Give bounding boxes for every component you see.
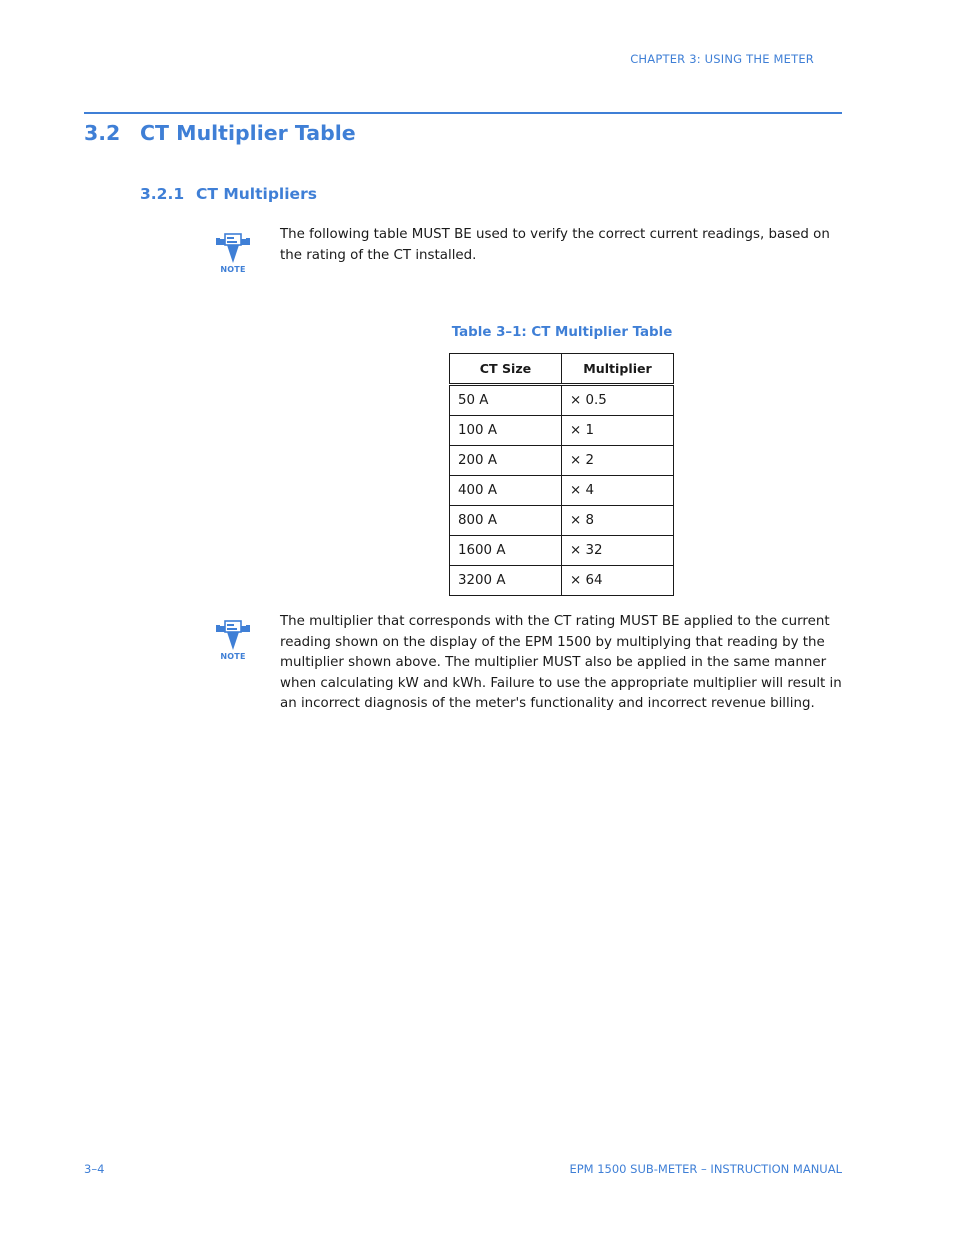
table-row [450,506,674,536]
section-number: 3.2 [84,121,121,145]
note-glyph [215,232,251,264]
ct-size-cell: 50 A [450,385,562,416]
table-row [450,416,674,446]
table-row [450,476,674,506]
note-icon [215,619,251,663]
ct-size-cell: 400 A [450,476,562,506]
multiplier-cell: × 8 [562,506,674,536]
column-header-multiplier: Multiplier [562,354,674,385]
section-rule [84,112,842,114]
ct-multiplier-table [449,353,674,596]
multiplier-cell: × 0.5 [562,385,674,416]
page-number: 3–4 [84,1162,105,1176]
column-header-ct-size: CT Size [450,354,562,385]
ct-size-cell: 200 A [450,446,562,476]
table-header-row [450,354,674,385]
multiplier-cell: × 32 [562,536,674,566]
table-row [450,446,674,476]
table-row [450,385,674,416]
table-row [450,536,674,566]
ct-size-cell: 1600 A [450,536,562,566]
note-glyph [215,619,251,651]
subsection-title [140,185,317,203]
ct-size-cell: 800 A [450,506,562,536]
note-label: NOTE [220,652,246,661]
table-caption: Table 3–1: CT Multiplier Table [451,325,673,340]
multiplier-cell: × 2 [562,446,674,476]
chapter-header: CHAPTER 3: USING THE METER [630,52,814,66]
note-label: NOTE [220,265,246,274]
multiplier-cell: × 1 [562,416,674,446]
note-icon [215,232,251,276]
multiplier-cell: × 64 [562,566,674,596]
section-title-text: CT Multiplier Table [140,121,356,145]
ct-size-cell: 3200 A [450,566,562,596]
multiplier-cell: × 4 [562,476,674,506]
ct-size-cell: 100 A [450,416,562,446]
note-paragraph-1: The following table MUST BE used to verify the correct current readings, based on the rating of the CT installed. [280,227,830,263]
section-title [84,121,356,145]
manual-title: EPM 1500 SUB-METER – INSTRUCTION MANUAL [569,1162,842,1176]
subsection-title-text: CT Multipliers [196,185,317,203]
table-row [450,566,674,596]
subsection-number: 3.2.1 [140,185,185,203]
note-paragraph-2: The multiplier that corresponds with the CT rating MUST BE applied to the current reading shown on the display of the EPM 1500 by multiplying that reading by the multiplier shown above. The multiplier MUST also be applied in the same manner when calculating kW and kWh. Failure to use the appropriate multiplier will result in an incorrect diagnosis of the meter's functionality and incorrect revenue billing. [280,614,842,711]
